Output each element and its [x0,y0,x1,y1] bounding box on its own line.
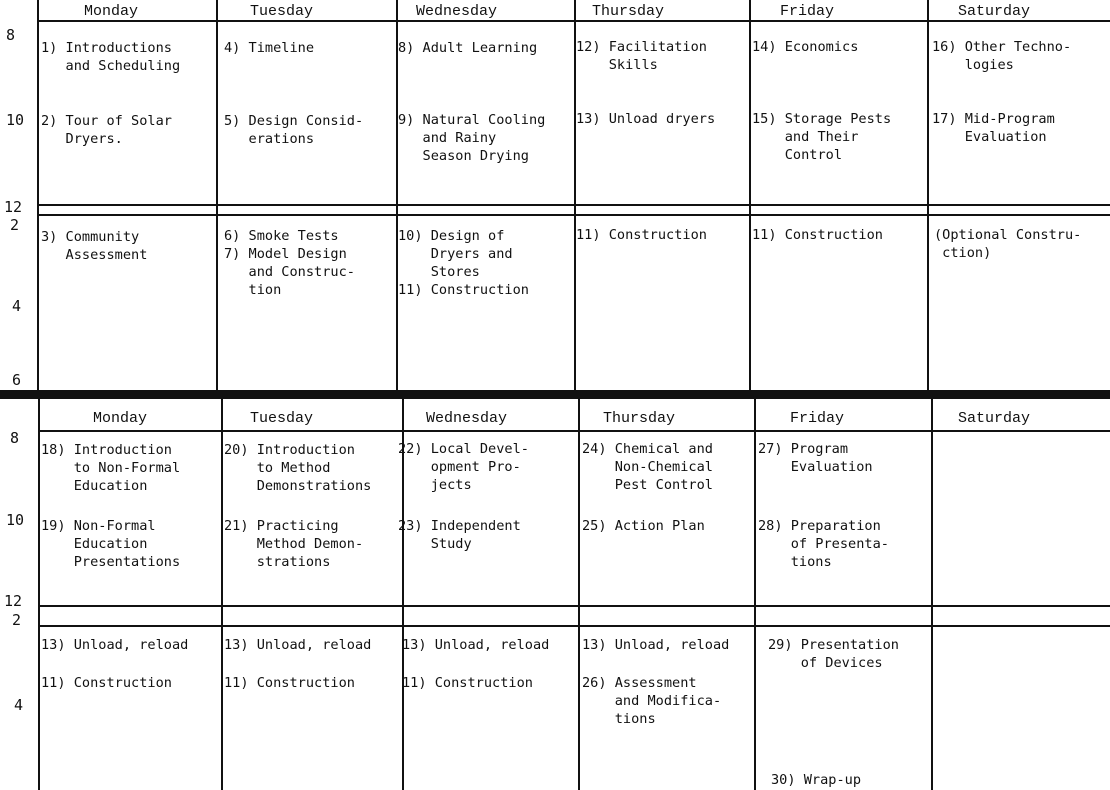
day-header: Wednesday [416,3,498,20]
time-label: 4 [14,696,24,714]
grid-line [38,430,1110,432]
day-header: Tuesday [250,410,314,427]
day-header: Saturday [958,3,1031,20]
time-label: 6 [12,371,22,389]
session-cell: 13) Unload, reload [582,637,730,653]
day-header: Saturday [958,410,1031,427]
day-header: Monday [93,410,148,427]
grid-line [931,399,933,790]
session-cell: 26) Assessment and Modifica- tions [582,675,722,727]
grid-line [37,204,1110,206]
grid-line [38,399,40,790]
time-label: 8 [6,26,16,44]
time-label: 4 [12,297,22,315]
session-cell: 30) Wrap-up [771,772,862,788]
session-cell: 25) Action Plan [582,518,705,534]
grid-line [221,399,223,790]
session-cell: 13) Unload dryers [576,111,716,127]
grid-line [749,0,751,395]
day-header: Wednesday [426,410,508,427]
session-cell: 10) Design of Dryers and Stores 11) Construction [398,228,529,298]
time-label: 10 [6,511,25,529]
session-cell: 8) Adult Learning [398,40,538,56]
day-header: Friday [790,410,845,427]
week-separator [0,390,1110,399]
session-cell: 29) Presentation of Devices [768,637,899,671]
session-cell: 6) Smoke Tests 7) Model Design and Construc- tion [224,228,355,298]
session-cell: 9) Natural Cooling and Rainy Season Drying [398,112,546,164]
session-cell: 24) Chemical and Non-Chemical Pest Control [582,441,713,493]
session-cell: 4) Timeline [224,40,315,56]
grid-line [38,605,1110,607]
grid-line [37,0,39,395]
grid-line [37,214,1110,216]
session-cell: 13) Unload, reload [224,637,372,653]
grid-line [216,0,218,395]
session-cell: 13) Unload, reload [402,637,550,653]
time-label: 10 [6,111,25,129]
session-cell: 11) Construction [224,675,355,691]
grid-line [927,0,929,395]
session-cell: 27) Program Evaluation [758,441,873,475]
session-cell: 11) Construction [752,227,883,243]
session-cell: 3) Community Assessment [41,229,148,263]
time-label: 2 [10,216,20,234]
grid-line [754,399,756,790]
grid-line [38,625,1110,627]
session-cell: 13) Unload, reload [41,637,189,653]
session-cell: 14) Economics [752,39,859,55]
session-cell: 28) Preparation of Presenta- tions [758,518,889,570]
day-header: Thursday [603,410,676,427]
grid-line [396,0,398,395]
time-label: 2 [12,611,22,629]
session-cell: 15) Storage Pests and Their Control [752,111,892,163]
day-header: Thursday [592,3,665,20]
session-cell: 23) Independent Study [398,518,521,552]
session-cell: 11) Construction [41,675,172,691]
session-cell: 19) Non-Formal Education Presentations [41,518,181,570]
session-cell: 2) Tour of Solar Dryers. [41,113,172,147]
grid-line [37,20,1110,22]
session-cell: (Optional Constru- ction) [934,227,1082,261]
time-label: 12 [4,198,23,216]
session-cell: 12) Facilitation Skills [576,39,707,73]
day-header: Monday [84,3,139,20]
session-cell: 20) Introduction to Method Demonstrations [224,442,372,494]
time-label: 12 [4,592,23,610]
day-header: Friday [780,3,835,20]
session-cell: 1) Introductions and Scheduling [41,40,181,74]
session-cell: 22) Local Devel- opment Pro- jects [398,441,529,493]
session-cell: 16) Other Techno- logies [932,39,1072,73]
session-cell: 11) Construction [402,675,533,691]
session-cell: 21) Practicing Method Demon- strations [224,518,364,570]
session-cell: 18) Introduction to Non-Formal Education [41,442,181,494]
time-label: 8 [10,429,20,447]
grid-line [578,399,580,790]
session-cell: 5) Design Consid- erations [224,113,364,147]
day-header: Tuesday [250,3,314,20]
session-cell: 11) Construction [576,227,707,243]
session-cell: 17) Mid-Program Evaluation [932,111,1055,145]
